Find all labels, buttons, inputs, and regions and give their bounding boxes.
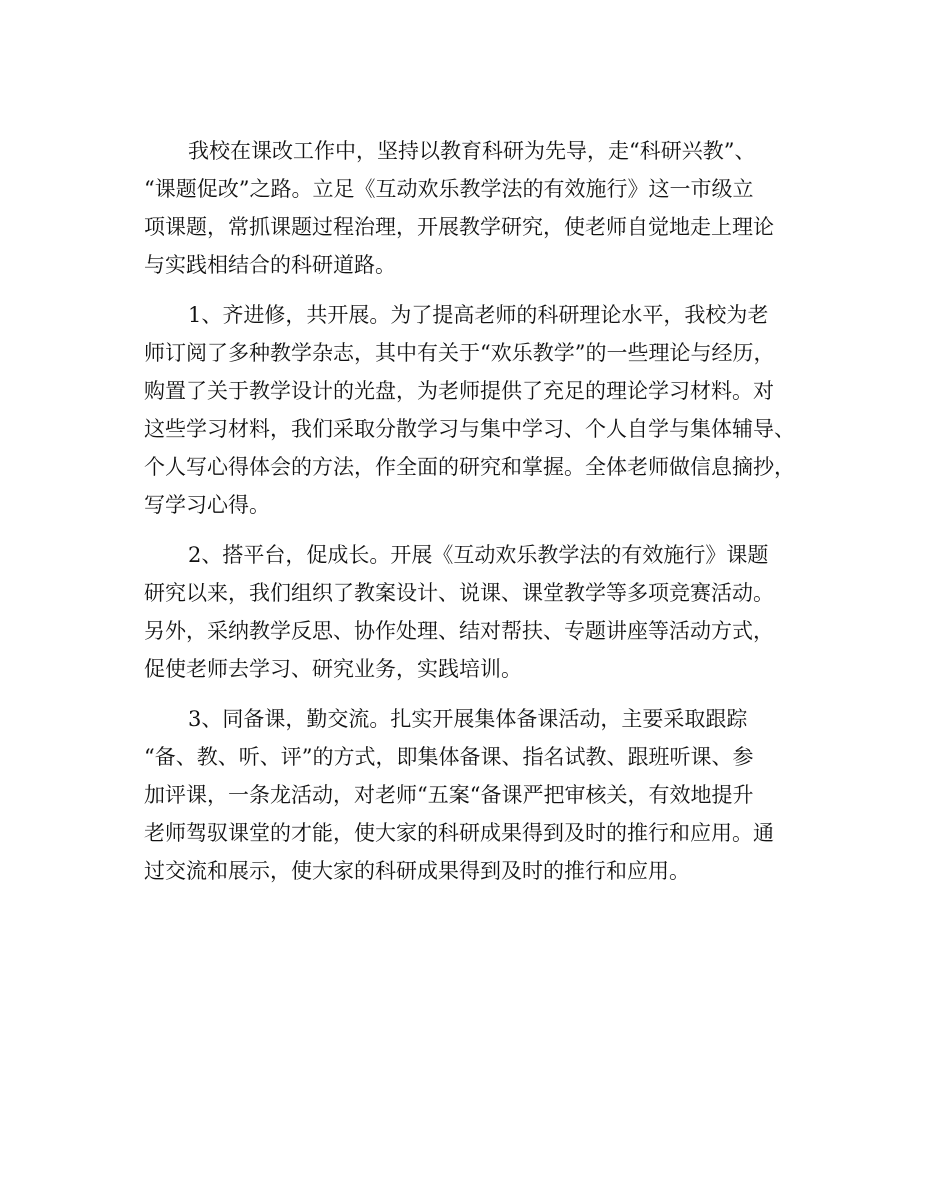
text-line: 师订阅了多种教学杂志，其中有关于“欢乐教学”的一些理论与经历， [144, 341, 775, 365]
text-line: 购置了关于教学设计的光盘，为老师提供了充足的理论学习材料。对 [144, 379, 774, 403]
text-line: 研究以来，我们组织了教案设计、说课、课堂教学等多项竞赛活动。 [144, 581, 774, 605]
text-line: “课题促改”之路。立足《互动欢乐教学法的有效施行》这一市级立 [144, 177, 754, 201]
paragraph-item-3 [144, 700, 806, 890]
text-line: 1、齐进修，共开展。为了提高老师的科研理论水平，我校为老 [188, 303, 769, 327]
paragraph-item-2 [144, 536, 806, 688]
text-line: 这些学习材料，我们采取分散学习与集中学习、个人自学与集体辅导、 [144, 417, 795, 441]
document-body [144, 132, 806, 890]
text-line: 个人写心得体会的方法，作全面的研究和掌握。全体老师做信息摘抄， [144, 455, 795, 479]
paragraph-gap [144, 688, 806, 700]
text-line: 3、同备课，勤交流。扎实开展集体备课活动，主要采取跟踪 [188, 707, 748, 731]
text-line: 与实践相结合的科研道路。 [144, 253, 396, 277]
text-line: 老师驾驭课堂的才能，使大家的科研成果得到及时的推行和应用。通 [144, 821, 774, 845]
paragraph-item-1 [144, 296, 806, 524]
paragraph-intro [144, 132, 806, 284]
text-line: 另外，采纳教学反思、协作处理、结对帮扶、专题讲座等活动方式， [144, 619, 774, 643]
text-line: 项课题，常抓课题过程治理，开展教学研究，使老师自觉地走上理论 [144, 215, 774, 239]
paragraph-gap [144, 524, 806, 536]
text-line: “备、教、听、评”的方式，即集体备课、指名试教、跟班听课、参 [144, 745, 754, 769]
text-line: 2、搭平台，促成长。开展《互动欢乐教学法的有效施行》课题 [188, 543, 769, 567]
text-line: 我校在课改工作中，坚持以教育科研为先导，走“科研兴教”、 [188, 139, 756, 163]
text-line: 促使老师去学习、研究业务，实践培训。 [144, 657, 522, 681]
text-line: 加评课，一条龙活动，对老师“五案“备课严把审核关，有效地提升 [144, 783, 754, 807]
paragraph-gap [144, 284, 806, 296]
text-line: 过交流和展示，使大家的科研成果得到及时的推行和应用。 [144, 859, 690, 883]
text-line: 写学习心得。 [144, 493, 270, 517]
